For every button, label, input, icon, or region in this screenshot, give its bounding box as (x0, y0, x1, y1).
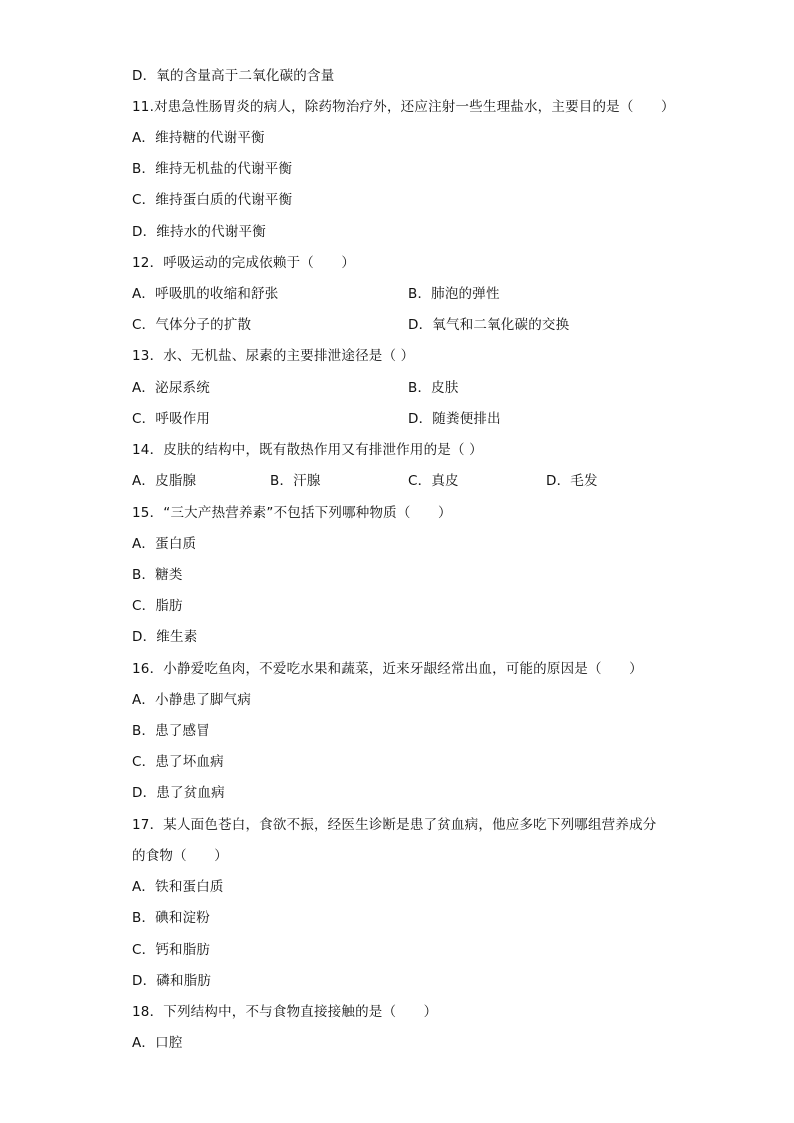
q11-option-c: C．维持蛋白质的代谢平衡 (132, 192, 293, 208)
q15-option-c: C．脂肪 (132, 598, 183, 614)
q13-option-a: A．泌尿系统 (132, 380, 210, 396)
q14-option-a: A．皮脂腺 (132, 473, 197, 489)
q17-option-a: A．铁和蛋白质 (132, 879, 224, 895)
q10-option-d: D．氧的含量高于二氧化碳的含量 (132, 68, 335, 84)
q13-stem: 13．水、无机盐、尿素的主要排泄途径是（ ） (132, 348, 415, 364)
q14-option-c: C．真皮 (408, 473, 459, 489)
q17-option-d: D．磷和脂肪 (132, 973, 212, 989)
q13-option-b: B．皮肤 (408, 380, 459, 396)
q12-option-c: C．气体分子的扩散 (132, 317, 252, 333)
q11-option-b: B．维持无机盐的代谢平衡 (132, 161, 293, 177)
q17-stem-line2: 的食物（ ） (132, 848, 228, 864)
q17-option-c: C．钙和脂肪 (132, 942, 211, 958)
q16-option-d: D．患了贫血病 (132, 785, 225, 801)
q16-option-c: C．患了坏血病 (132, 754, 224, 770)
q17-stem-line1: 17．某人面色苍白，食欲不振，经医生诊断是患了贫血病，他应多吃下列哪组营养成分 (132, 817, 657, 833)
q15-option-a: A．蛋白质 (132, 536, 197, 552)
q13-option-c: C．呼吸作用 (132, 411, 211, 427)
q16-option-a: A．小静患了脚气病 (132, 692, 252, 708)
q17-option-b: B．碘和淀粉 (132, 910, 210, 926)
q12-option-a: A．呼吸肌的收缩和舒张 (132, 286, 279, 302)
q14-option-d: D．毛发 (546, 473, 598, 489)
q13-option-d: D．随粪便排出 (408, 411, 501, 427)
q11-option-d: D．维持水的代谢平衡 (132, 224, 266, 240)
q14-stem: 14．皮肤的结构中，既有散热作用又有排泄作用的是（ ） (132, 442, 483, 458)
q15-option-d: D．维生素 (132, 629, 198, 645)
q15-option-b: B．糖类 (132, 567, 183, 583)
q18-option-a: A．口腔 (132, 1035, 183, 1051)
q18-stem: 18．下列结构中，不与食物直接接触的是（ ） (132, 1004, 438, 1020)
q15-stem: 15．“三大产热营养素”不包括下列哪种物质（ ） (132, 505, 452, 521)
q16-stem: 16．小静爱吃鱼肉，不爱吃水果和蔬菜，近来牙龈经常出血，可能的原因是（ ） (132, 661, 643, 677)
q12-stem: 12．呼吸运动的完成依赖于（ ） (132, 255, 356, 271)
q12-option-b: B．肺泡的弹性 (408, 286, 500, 302)
q11-stem: 11.对患急性肠胃炎的病人，除药物治疗外，还应注射一些生理盐水，主要目的是（ ） (132, 99, 675, 115)
q14-option-b: B．汗腺 (270, 473, 321, 489)
q16-option-b: B．患了感冒 (132, 723, 210, 739)
q12-option-d: D．氧气和二氧化碳的交换 (408, 317, 570, 333)
q11-option-a: A．维持糖的代谢平衡 (132, 130, 265, 146)
